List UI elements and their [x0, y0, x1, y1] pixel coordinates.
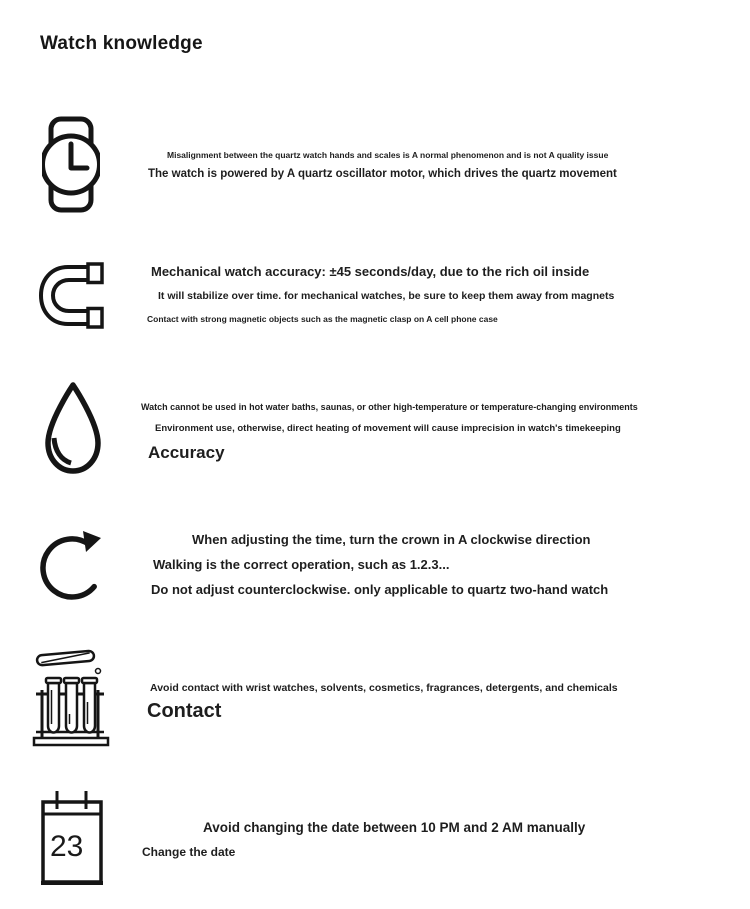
section-crown-line-3: Do not adjust counterclockwise. only applicable to quartz two-hand watch: [151, 582, 609, 597]
section-temperature-line-1: Watch cannot be used in hot water baths, saunas, or other high-temperature or temperature-changing environments: [141, 402, 638, 412]
section-crown-line-1: When adjusting the time, turn the crown in A clockwise direction: [192, 532, 591, 547]
section-date-line-2: Change the date: [142, 845, 236, 859]
section-quartz-line-1: Misalignment between the quartz watch hands and scales is A normal phenomenon and is not A quality issue: [167, 150, 609, 160]
section-crown-line-2: Walking is the correct operation, such as 1.2.3...: [153, 557, 450, 572]
magnet-icon: [36, 261, 108, 333]
water-drop-icon: [38, 380, 108, 476]
page-title: Watch knowledge: [40, 33, 203, 54]
section-chemicals-line-1: Avoid contact with wrist watches, solvents, cosmetics, fragrances, detergents, and chemicals: [150, 682, 618, 694]
section-quartz-line-2: The watch is powered by A quartz oscillator motor, which drives the quartz movement: [148, 168, 617, 180]
section-magnet-line-2: It will stabilize over time. for mechanical watches, be sure to keep them away from magnets: [158, 290, 615, 302]
section-magnet-line-1: Mechanical watch accuracy: ±45 seconds/day, due to the rich oil inside: [151, 264, 590, 279]
rotate-clockwise-icon: [39, 525, 109, 603]
section-contact-heading: Contact: [147, 700, 222, 722]
calendar-day-number: 23: [50, 830, 84, 863]
test-tubes-icon: [32, 644, 114, 750]
section-date-line-1: Avoid changing the date between 10 PM and 2 AM manually: [203, 820, 586, 835]
section-temperature-line-2: Environment use, otherwise, direct heating of movement will cause imprecision in watch's timekeeping: [155, 423, 621, 434]
section-magnet-line-3: Contact with strong magnetic objects such as the magnetic clasp on A cell phone case: [147, 314, 498, 324]
calendar-icon: [41, 788, 103, 886]
watch-icon: [42, 116, 100, 213]
section-accuracy-heading: Accuracy: [148, 443, 225, 462]
